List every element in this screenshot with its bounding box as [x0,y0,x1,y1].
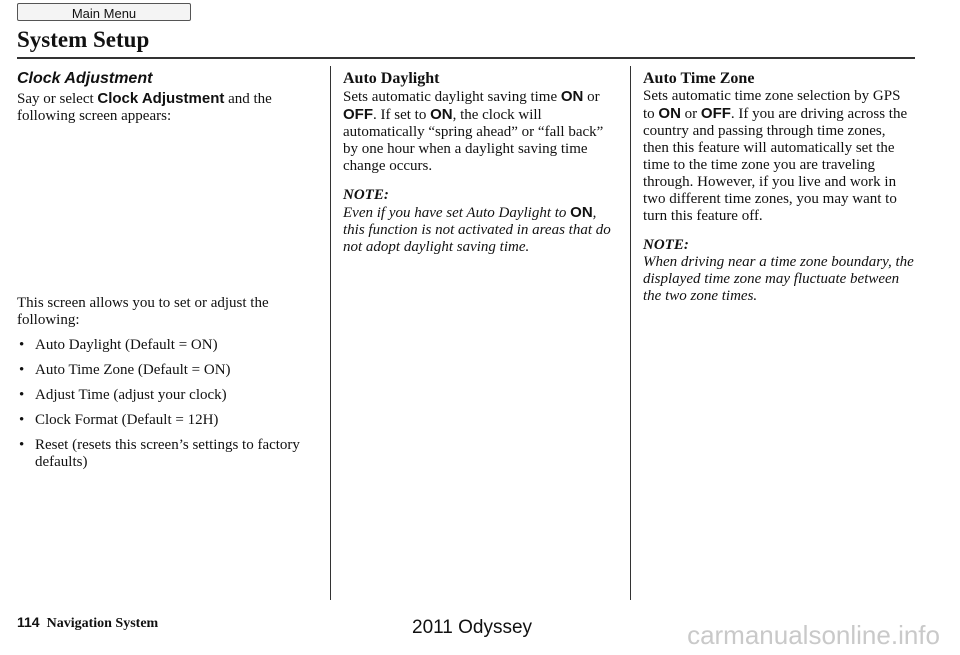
list-item: • Reset (resets this screen’s settings to factory defaults) [17,437,317,471]
clock-adjustment-column [17,70,317,479]
intro-text-post: and the following screen appears: [17,91,272,124]
auto-daylight-note [343,204,615,256]
on-label: ON [658,105,681,122]
note-label: NOTE: [343,187,389,203]
off-label: OFF [700,105,731,122]
off-label: OFF [343,106,373,123]
text-run: Even if you have set Auto Daylight to [343,205,571,221]
text-run: , the clock will automatically “spring ahead” or “fall back” by one hour when a daylight saving time change occurs. [343,107,604,174]
intro-text-pre: Say or select [17,91,98,107]
text-run: Sets automatic daylight saving time [343,89,561,105]
text-run: or [583,89,600,105]
auto-daylight-text [343,88,615,175]
column-divider-2 [630,66,631,600]
auto-time-zone-column [643,70,915,305]
title-rule [17,57,915,59]
list-item: • Clock Format (Default = 12H) [17,412,317,429]
page-number: 114 [17,614,40,630]
text-run: or [680,106,701,122]
auto-time-zone-heading: Auto Time Zone [643,70,755,87]
text-run: . If you are driving across the country and passing through time zones, then this feature will automatically set the time to the time zone you are traveling through. However, if you live and work in two different time zones, you may want to turn this feature off. [643,106,908,224]
model-name: 2011 Odyssey [412,617,533,638]
on-label: ON [570,204,593,221]
settings-list [17,337,317,471]
clock-adjustment-intro [17,90,317,125]
auto-daylight-heading: Auto Daylight [343,70,440,87]
auto-time-zone-text [643,88,915,225]
screen-image-placeholder [17,125,317,295]
main-menu-button[interactable]: Main Menu [17,3,191,21]
clock-adjustment-para: This screen allows you to set or adjust the following: [17,295,269,328]
watermark: carmanualsonline.info [687,620,940,650]
page-footer [17,614,158,632]
list-item: • Auto Daylight (Default = ON) [17,337,317,354]
column-divider-1 [330,66,331,600]
intro-command: Clock Adjustment [97,90,225,107]
clock-adjustment-heading: Clock Adjustment [17,70,153,87]
text-run: , this function is not activated in areas that do not adopt daylight saving time. [343,205,611,255]
section-name: Navigation System [46,616,159,631]
auto-daylight-column [343,70,615,256]
page-title: System Setup [17,27,150,52]
list-item: • Auto Time Zone (Default = ON) [17,362,317,379]
list-item: • Adjust Time (adjust your clock) [17,387,317,404]
on-label: ON [430,106,453,123]
auto-time-zone-note: When driving near a time zone boundary, the displayed time zone may fluctuate between the two zone times. [643,254,914,304]
note-label: NOTE: [643,237,689,253]
on-label: ON [560,88,584,105]
text-run: . If set to [373,107,431,123]
text-run: Sets automatic time zone selection by GPS to [643,88,901,122]
